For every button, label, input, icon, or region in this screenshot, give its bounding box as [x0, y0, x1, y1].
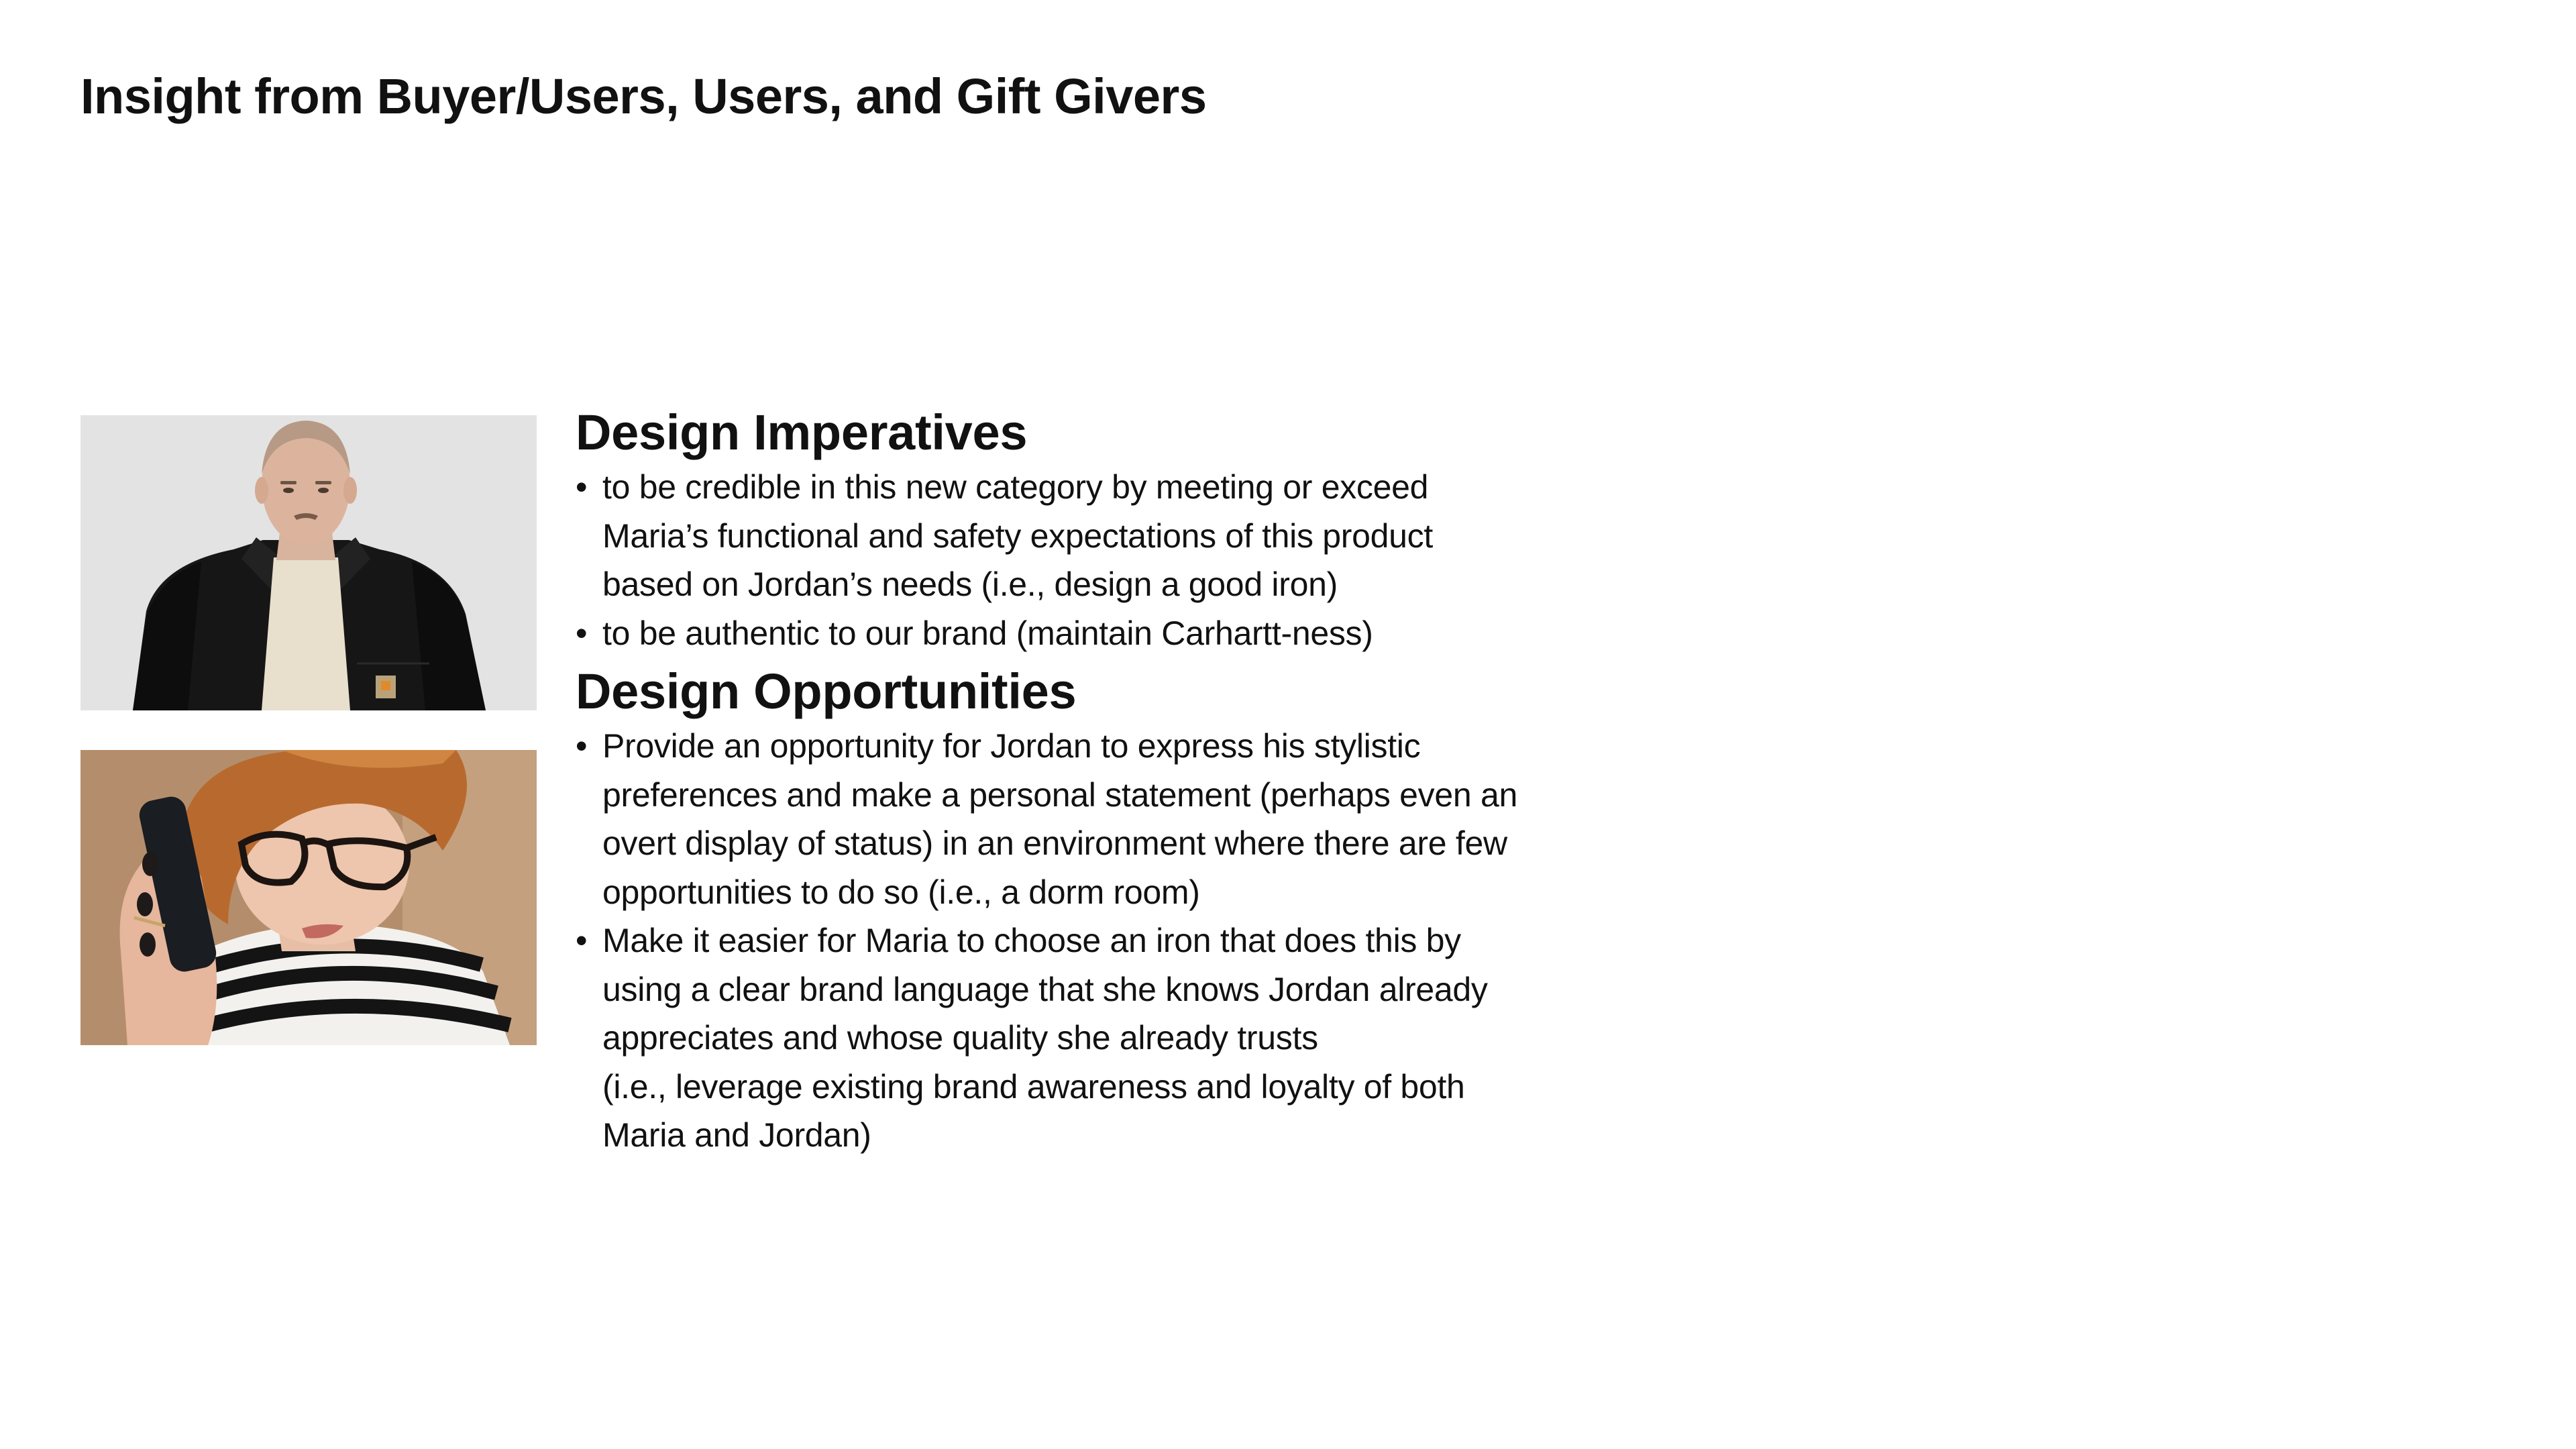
- list-item: [576, 722, 1582, 916]
- gift-giver-photo: [80, 750, 537, 1045]
- design-opportunities-list: [576, 722, 1582, 1160]
- bullet-icon: •: [576, 922, 588, 959]
- bullet-line: using a clear brand language that she knows Jordan already: [602, 970, 1488, 1008]
- slide-title: Insight from Buyer/Users, Users, and Gift Givers: [80, 68, 1207, 124]
- bullet-line: Provide an opportunity for Jordan to express his stylistic: [602, 727, 1421, 765]
- design-imperatives-heading: Design Imperatives: [576, 405, 1028, 460]
- buyer-user-photo: [80, 415, 537, 710]
- content-column: [576, 402, 1582, 1160]
- bullet-line: based on Jordan’s needs (i.e., design a good iron): [602, 566, 1338, 603]
- bullet-line: (i.e., leverage existing brand awareness and loyalty of both: [602, 1067, 1465, 1106]
- list-item: [576, 463, 1582, 609]
- bullet-line: opportunities to do so (i.e., a dorm room): [602, 873, 1200, 911]
- bullet-line: Maria and Jordan): [602, 1116, 871, 1154]
- bullet-line: Maria’s functional and safety expectations of this product: [602, 517, 1433, 555]
- design-opportunities-heading: Design Opportunities: [576, 663, 1077, 719]
- bullet-line: overt display of status) in an environment where there are few: [602, 824, 1507, 862]
- list-item: [576, 916, 1582, 1160]
- list-item: [576, 609, 1582, 658]
- bullet-line: appreciates and whose quality she already trusts: [602, 1019, 1318, 1057]
- bullet-line: to be authentic to our brand (maintain Carhartt-ness): [602, 614, 1373, 652]
- bullet-icon: •: [576, 468, 588, 506]
- bullet-line: Make it easier for Maria to choose an iron that does this by: [602, 922, 1461, 959]
- woman-on-phone-image: [80, 750, 537, 1045]
- bullet-line: to be credible in this new category by meeting or exceed: [602, 468, 1429, 506]
- bullet-icon: •: [576, 614, 588, 652]
- bullet-line: preferences and make a personal statement (perhaps even an: [602, 775, 1517, 814]
- design-imperatives-list: [576, 463, 1582, 657]
- man-in-jacket-image: [80, 415, 537, 710]
- bullet-icon: •: [576, 727, 588, 765]
